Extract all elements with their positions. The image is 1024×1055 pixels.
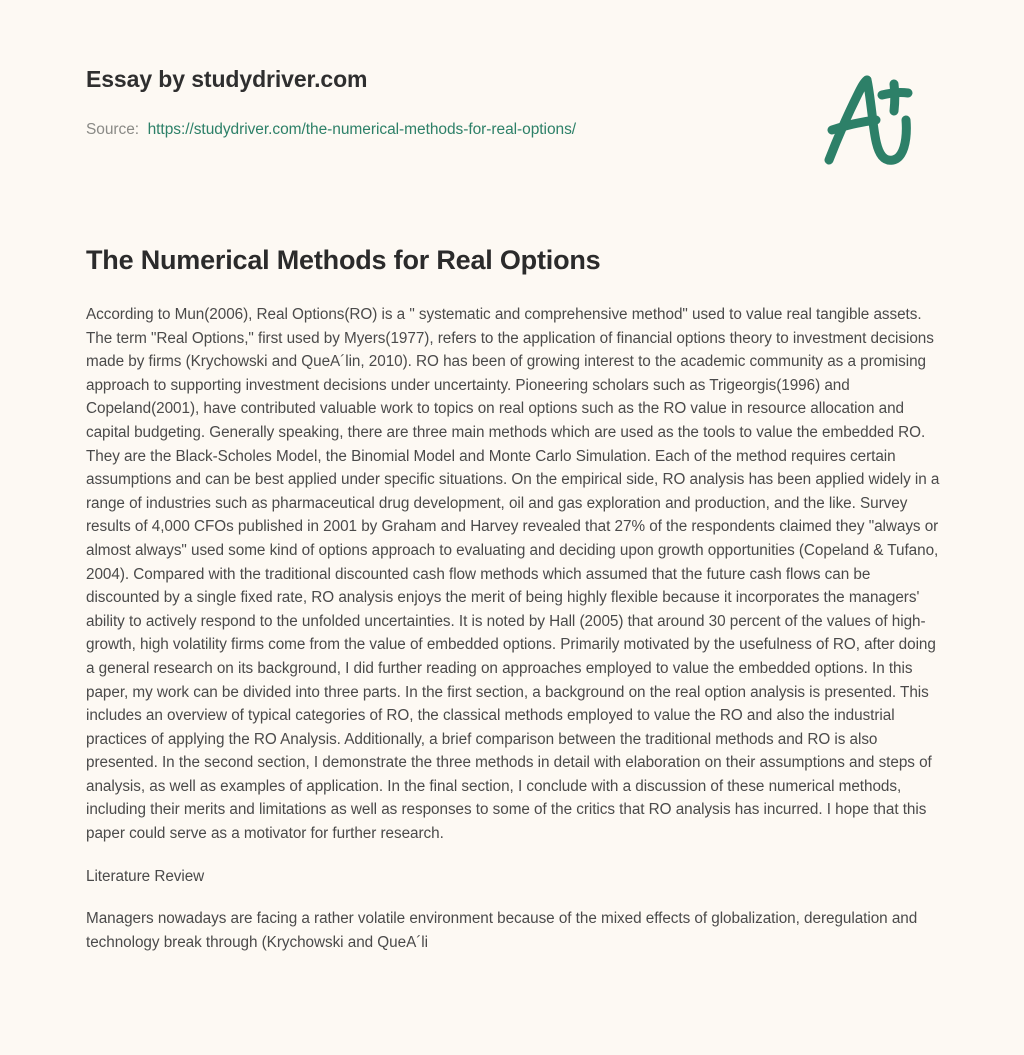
a-plus-logo-icon: [812, 62, 928, 178]
a-plus-logo-svg: [812, 62, 928, 178]
source-url-link[interactable]: https://studydriver.com/the-numerical-methods-for-real-options/: [147, 121, 577, 138]
brand-title: Essay by studydriver.com: [86, 66, 368, 92]
source-label: Source:: [86, 121, 140, 138]
article-paragraph: According to Mun(2006), Real Options(RO) is a " systematic and comprehensive method" used to value real tangible assets. The term "Real Options," first used by Myers(1977), refers to the application of financial options theory to investment decisions made by firms (Krychowski and QueA´lin, 2010). RO has been of growing interest to the academic community as a promising approach to supporting investment decisions under uncertainty. Pioneering scholars such as Trigeorgis(1996) and Copeland(2001), have contributed valuable work to topics on real options such as the RO value in resource allocation and capital budgeting. Generally speaking, there are three main methods which are used as the tools to value the embedded RO. They are the Black-Scholes Model, the Binomial Model and Monte Carlo Simulation. Each of the method requires certain assumptions and can be best applied under specific situations. On the empirical side, RO analysis has been applied widely in a range of industries such as pharmaceutical drug development, oil and gas exploration and production, and the like. Survey results of 4,000 CFOs published in 2001 by Graham and Harvey revealed that 27% of the respondents claimed they "always or almost always" used some kind of options approach to evaluating and deciding upon growth opportunities (Copeland & Tufano, 2004). Compared with the traditional discounted cash flow methods which assumed that the future cash flows can be discounted by a single fixed rate, RO analysis enjoys the merit of being highly flexible because it incorporates the managers' ability to actively respond to the unfolded uncertainties. It is noted by Hall (2005) that around 30 percent of the values of high-growth, high volatility firms come from the value of embedded options. Primarily motivated by the usefulness of RO, after doing a general research on its background, I did further reading on approaches employed to value the embedded options. In this paper, my work can be divided into three parts. In the first section, a background on the real option analysis is presented. This includes an overview of typical categories of RO, the classical methods employed to value the RO and also the industrial practices of applying the RO Analysis. Additionally, a brief comparison between the traditional methods and RO is also presented. In the second section, I demonstrate the three methods in detail with elaboration on their assumptions and steps of analysis, as well as examples of application. In the final section, I conclude with a discussion of these numerical methods, including their merits and limitations as well as responses to some of the critics that RO analysis has incurred. I hope that this paper could serve as a motivator for further research.: [86, 306, 940, 843]
article-paragraph-trailing: Managers nowadays are facing a rather volatile environment because of the mixed effects of globalization, deregulation and technology break through (Krychowski and QueA´li: [86, 910, 918, 951]
source-line: [86, 121, 576, 139]
article: [86, 243, 942, 954]
article-body: [86, 303, 942, 954]
page-header: [0, 0, 1024, 200]
page-title: The Numerical Methods for Real Options: [86, 245, 601, 275]
section-heading-literature-review: Literature Review: [86, 867, 205, 885]
